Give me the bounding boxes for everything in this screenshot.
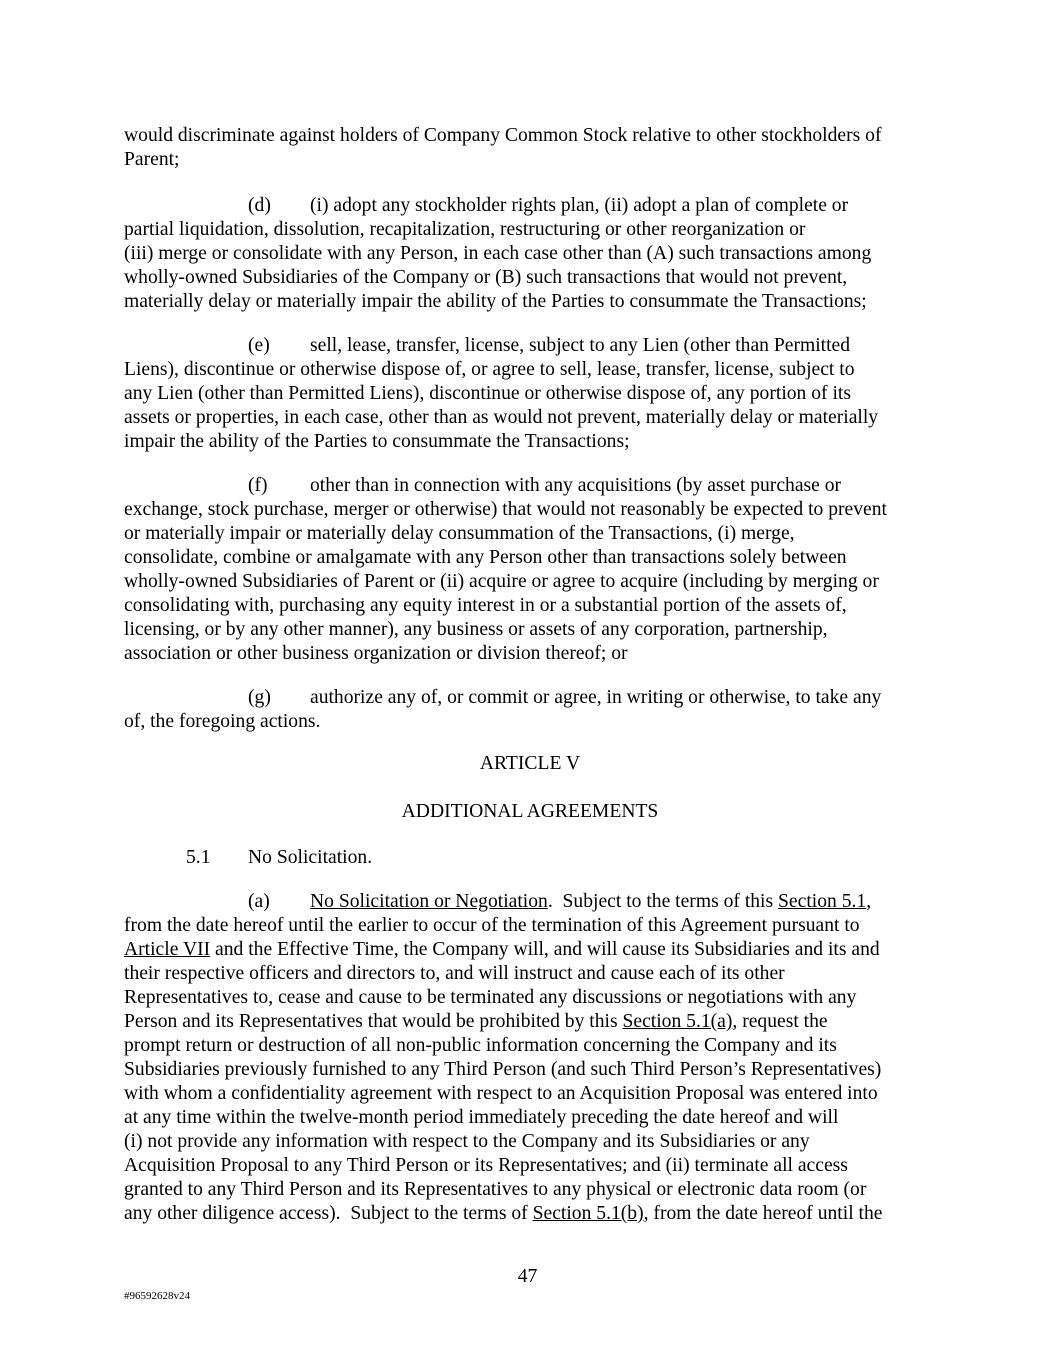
item-a-line-4: their respective officers and directors to, and will instruct and cause each of its other bbox=[124, 963, 785, 984]
item-f-line-3: or materially impair or materially delay consummation of the Transactions, (i) merge, bbox=[124, 523, 795, 544]
item-a-line-7: prompt return or destruction of all non-public information concerning the Company and its bbox=[124, 1035, 837, 1056]
section-title: No Solicitation. bbox=[248, 847, 373, 868]
item-f-label: (f) bbox=[248, 475, 268, 496]
item-d-line-5: materially delay or materially impair the ability of the Parties to consummate the Transactions; bbox=[124, 291, 867, 312]
item-a-line-5: Representatives to, cease and cause to be terminated any discussions or negotiations with any bbox=[124, 987, 857, 1008]
item-d-line-4: wholly-owned Subsidiaries of the Company or (B) such transactions that would not prevent, bbox=[124, 267, 848, 288]
item-g-line-1: authorize any of, or commit or agree, in writing or otherwise, to take any bbox=[310, 687, 882, 708]
item-f-line-8: association or other business organization or division thereof; or bbox=[124, 643, 628, 664]
item-a-line-6-end: , request the bbox=[732, 1011, 828, 1032]
article-title: ADDITIONAL AGREEMENTS bbox=[401, 801, 659, 822]
item-a-line-6 bbox=[124, 1010, 828, 1034]
item-a-line-6-start: Person and its Representatives that would be prohibited by this bbox=[124, 1011, 623, 1032]
item-a-line-10: at any time within the twelve-month period immediately preceding the date hereof and will bbox=[124, 1107, 839, 1128]
item-a-line-12: Acquisition Proposal to any Third Person or its Representatives; and (ii) terminate all access bbox=[124, 1155, 848, 1176]
item-a-line-13: granted to any Third Person and its Representatives to any physical or electronic data room (or bbox=[124, 1179, 867, 1200]
item-a-heading: No Solicitation or Negotiation bbox=[310, 891, 548, 912]
item-e-line-2: Liens), discontinue or otherwise dispose of, or agree to sell, lease, transfer, license, subject to bbox=[124, 359, 855, 380]
item-e-label: (e) bbox=[248, 335, 270, 356]
section-5-1a-reference: Section 5.1(a) bbox=[622, 1011, 733, 1032]
item-a-line-11: (i) not provide any information with respect to the Company and its Subsidiaries or any bbox=[124, 1131, 810, 1152]
item-a-line-14-start: any other diligence access). Subject to the terms of bbox=[124, 1203, 533, 1224]
item-a-line-14 bbox=[124, 1202, 882, 1226]
item-f-line-6: consolidating with, purchasing any equity interest in or a substantial portion of the assets of, bbox=[124, 595, 847, 616]
item-e-line-5: impair the ability of the Parties to consummate the Transactions; bbox=[124, 431, 630, 452]
item-a-line-9: with whom a confidentiality agreement with respect to an Acquisition Proposal was entered into bbox=[124, 1083, 878, 1104]
section-5-1b-reference: Section 5.1(b) bbox=[532, 1203, 644, 1224]
continuation-line-1: would discriminate against holders of Company Common Stock relative to other stockholders of bbox=[124, 125, 882, 146]
item-a-line-3 bbox=[124, 938, 880, 962]
continuation-line-2: Parent; bbox=[124, 149, 180, 170]
item-f-line-1: other than in connection with any acquisitions (by asset purchase or bbox=[310, 475, 842, 496]
item-a-line-1 bbox=[310, 890, 871, 914]
article-vii-reference: Article VII bbox=[124, 939, 211, 960]
page-number: 47 bbox=[517, 1266, 538, 1287]
item-d-line-3: (iii) merge or consolidate with any Person, in each case other than (A) such transactions among bbox=[124, 243, 872, 264]
article-heading: ARTICLE V bbox=[479, 753, 581, 774]
item-f-line-5: wholly-owned Subsidiaries of Parent or (ii) acquire or agree to acquire (including by merging or bbox=[124, 571, 879, 592]
item-a-line-1-mid: . Subject to the terms of this bbox=[547, 891, 779, 912]
section-number: 5.1 bbox=[186, 847, 211, 868]
item-a-line-1-end: , bbox=[866, 891, 872, 912]
item-a-line-14-end: , from the date hereof until the bbox=[643, 1203, 883, 1224]
item-d-label: (d) bbox=[248, 195, 271, 216]
item-d-line-1: (i) adopt any stockholder rights plan, (ii) adopt a plan of complete or bbox=[310, 195, 849, 216]
item-a-line-3-rest: and the Effective Time, the Company will, and will cause its Subsidiaries and its and bbox=[210, 939, 880, 960]
document-id: #96592628v24 bbox=[124, 1290, 190, 1302]
item-g-label: (g) bbox=[248, 687, 271, 708]
item-f-line-4: consolidate, combine or amalgamate with any Person other than transactions solely between bbox=[124, 547, 847, 568]
item-a-line-2: from the date hereof until the earlier to occur of the termination of this Agreement pursuant to bbox=[124, 915, 860, 936]
item-e-line-1: sell, lease, transfer, license, subject to any Lien (other than Permitted bbox=[310, 335, 851, 356]
item-a-label: (a) bbox=[248, 891, 270, 912]
item-a-line-8: Subsidiaries previously furnished to any Third Person (and such Third Person’s Representatives) bbox=[124, 1059, 882, 1080]
item-f-line-2: exchange, stock purchase, merger or otherwise) that would not reasonably be expected to prevent bbox=[124, 499, 887, 520]
item-e-line-4: assets or properties, in each case, other than as would not prevent, materially delay or materially bbox=[124, 407, 879, 428]
item-f-line-7: licensing, or by any other manner), any business or assets of any corporation, partnership, bbox=[124, 619, 828, 640]
item-e-line-3: any Lien (other than Permitted Liens), discontinue or otherwise dispose of, any portion of its bbox=[124, 383, 851, 404]
section-5-1-reference: Section 5.1 bbox=[778, 891, 867, 912]
item-g-line-2: of, the foregoing actions. bbox=[124, 711, 321, 732]
item-d-line-2: partial liquidation, dissolution, recapitalization, restructuring or other reorganization or bbox=[124, 219, 806, 240]
